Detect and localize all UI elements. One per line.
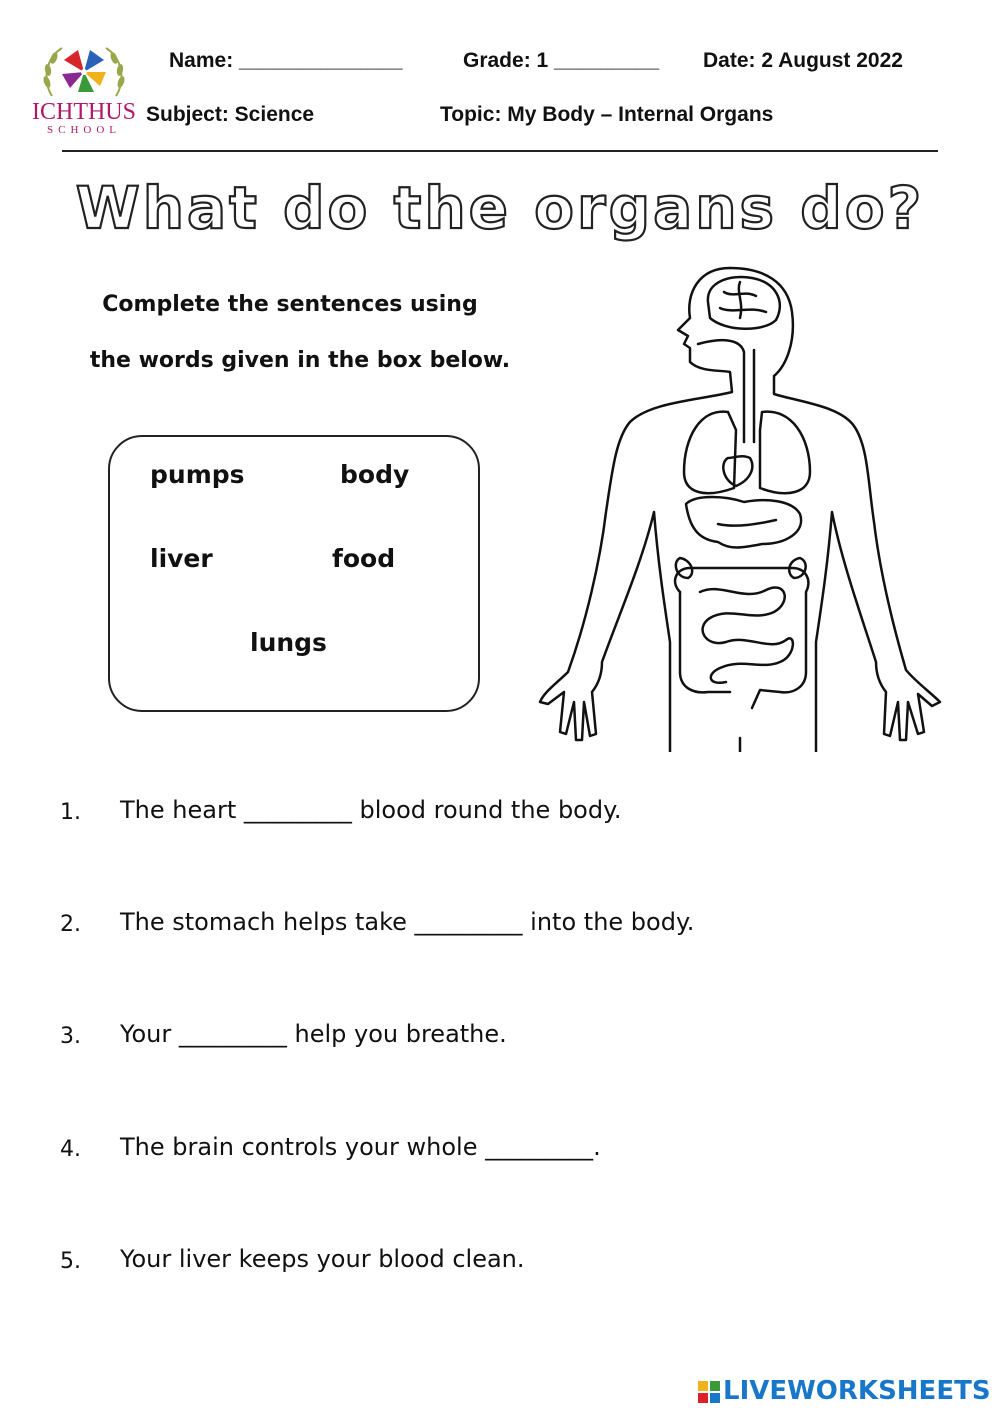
subject-label: Subject: Science <box>146 103 315 126</box>
school-subtitle: SCHOOL <box>46 124 121 136</box>
question-number: 2. <box>60 912 81 937</box>
question-number: 1. <box>60 800 81 825</box>
question-text: Your _________ help you breathe. <box>120 1020 507 1048</box>
question-text: The heart _________ blood round the body. <box>120 796 622 824</box>
grade-field-label: Grade: 1 _________ <box>463 49 660 72</box>
question-number: 4. <box>60 1137 81 1162</box>
liveworksheets-icon <box>697 1380 721 1404</box>
school-name: ICHTHUS <box>31 99 136 125</box>
liveworksheets-brand: LIVEWORKSHEETS <box>723 1376 991 1406</box>
header-divider <box>62 150 938 152</box>
question-number: 3. <box>60 1024 81 1049</box>
question-text: Your liver keeps your blood clean. <box>120 1245 525 1273</box>
word-bank-item: body <box>340 460 410 489</box>
date-field-label: Date: 2 August 2022 <box>703 49 903 72</box>
question-number: 5. <box>60 1249 81 1274</box>
question-text: The brain controls your whole _________. <box>120 1133 601 1161</box>
instructions-line-1: Complete the sentences using <box>102 292 478 317</box>
word-bank-item: lungs <box>250 628 327 657</box>
instructions-line-2: the words given in the box below. <box>89 348 511 373</box>
name-field-label: Name: ______________ <box>169 49 403 72</box>
topic-label: Topic: My Body – Internal Organs <box>440 103 774 126</box>
question-text: The stomach helps take _________ into the body. <box>120 908 695 936</box>
word-bank-item: liver <box>150 544 213 573</box>
body-organs-illustration <box>530 262 950 752</box>
liveworksheets-logo <box>697 1378 997 1410</box>
page-title-text: What do the organs do? <box>75 174 925 242</box>
page-title <box>0 168 1000 248</box>
word-bank-item: pumps <box>150 460 245 489</box>
word-bank-item: food <box>332 544 396 573</box>
